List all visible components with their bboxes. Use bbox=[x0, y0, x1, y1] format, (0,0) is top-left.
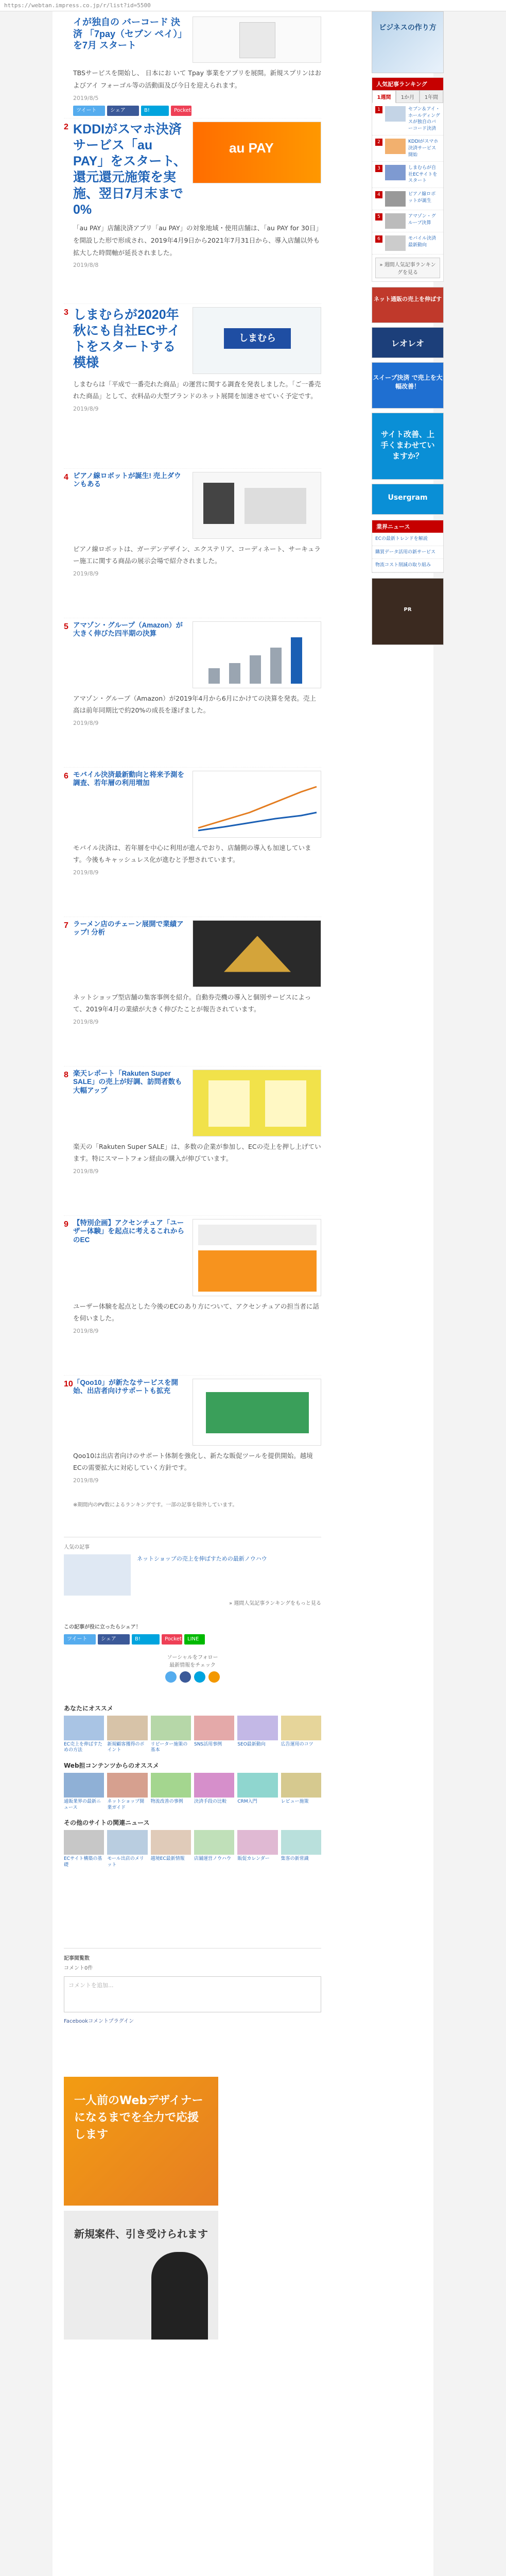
ranking-item-6 bbox=[64, 767, 321, 917]
news-box bbox=[372, 520, 444, 573]
web-recommend-heading: Web担コンテンツからのオススメ bbox=[64, 1761, 159, 1769]
sidebar-rank-item[interactable]: 4 ピアノ線ロボットが誕生 bbox=[372, 188, 443, 210]
ranking-box-head: 人気記事ランキング bbox=[372, 78, 443, 90]
ranking-date: 2019/8/9 bbox=[73, 405, 99, 412]
ranking-title[interactable]: ピアノ線ロボットが誕生! 売上ダウンもある bbox=[73, 471, 181, 488]
ranking-text: ピアノ線ロボットは、ガーデンデザイン、エクステリア、コーディネート、サーキュラー施工に関する商品の展示会場で紹介されました。 bbox=[73, 545, 321, 565]
sidebar-ad-swipe[interactable]: スイープ決済 で売上を大幅改善！ bbox=[372, 362, 444, 409]
ranking-date: 2019/8/9 bbox=[73, 1328, 99, 1334]
sidebar bbox=[372, 11, 444, 649]
recommend-card[interactable]: 販促カレンダー bbox=[237, 1830, 277, 1868]
recommend-card[interactable]: ネットショップ開業ガイド bbox=[107, 1773, 147, 1811]
recommend-card[interactable]: SNS活用事例 bbox=[194, 1716, 234, 1754]
ranking-item-8 bbox=[64, 1066, 321, 1215]
newlife-text: 新規案件、引き受けられます bbox=[74, 2227, 208, 2240]
ranking-item-9 bbox=[64, 1215, 321, 1375]
recommend-card[interactable]: 広告運用のコツ bbox=[281, 1716, 321, 1754]
sidebar-ad-site[interactable]: サイト改善、上手くまわせていますか？ bbox=[372, 413, 444, 480]
ranking-date: 2019/8/9 bbox=[73, 1477, 99, 1484]
recommend-card[interactable]: 店舗運営ノウハウ bbox=[194, 1830, 234, 1868]
rank-number: 9 bbox=[64, 1219, 68, 1229]
recommend-card[interactable]: レビュー施策 bbox=[281, 1773, 321, 1811]
bottom-ad-web[interactable]: 一人前のWebデザイナーになるまでを全力で応援します bbox=[64, 2077, 218, 2206]
hatena-button[interactable]: B! bbox=[141, 106, 169, 116]
article-thumbnail[interactable] bbox=[193, 1070, 321, 1137]
other-news-grid bbox=[64, 1830, 321, 1868]
ranking-item-1 bbox=[64, 11, 321, 116]
ranking-text: TBSサービスを開始し、 日本にお いて Tpay 事業をアプリを展開。新規スプリンはおよびアイ フォーゴル等の活動面及び今日を迎えられます。 bbox=[73, 69, 321, 89]
ranking-box bbox=[372, 77, 444, 282]
sidebar-ad-webinar[interactable]: ネット通販の売上を伸ばす bbox=[372, 287, 444, 323]
ranking-item-4 bbox=[64, 468, 321, 618]
news-item[interactable]: 購買データ活用の新サービス bbox=[372, 546, 443, 560]
ranking-text: アマゾン・グループ（Amazon）が2019年4月から6月にかけての決算を発表。売上高は前年同期比で約20%の成長を遂げました。 bbox=[73, 694, 316, 715]
ranking-text: モバイル決済は、若年層を中心に利用が進んでおり、店舗側の導入も加速しています。今後もキャッシュレス化が進むと予想されています。 bbox=[73, 843, 311, 864]
web-recommend-grid bbox=[64, 1773, 321, 1811]
rank-number: 7 bbox=[64, 921, 68, 930]
recommend-card[interactable]: SEO最新動向 bbox=[237, 1716, 277, 1754]
content-wrapper bbox=[53, 11, 443, 2576]
ranking-title[interactable]: 【特別企画】アクセンチュア「ユーザー体験」を起点に考えるこれからのEC bbox=[73, 1218, 184, 1244]
ranking-date: 2019/8/9 bbox=[73, 720, 99, 726]
sidebar-rank-item[interactable]: 1 セブン＆アイ・ホールディングスが独自のバーコード決済 bbox=[372, 103, 443, 135]
comment-input[interactable]: コメントを追加... bbox=[64, 1976, 321, 2012]
ranking-text: しまむらは「平成で一番売れた商品」の運営に関する調査を発表しました。「ご一番売れた商品」として、衣料品の大型ブランドのネット展開を加速させていく予定です。 bbox=[73, 380, 321, 400]
sidebar-ad-sponsor[interactable]: PR bbox=[372, 578, 444, 645]
address-bar[interactable]: https://webtan.impress.co.jp/r/list?id=5500 bbox=[0, 0, 506, 11]
comments-count: コメント0件 bbox=[64, 1965, 93, 1971]
related-label: 人気の記事 bbox=[64, 1544, 90, 1550]
banner-image bbox=[206, 1392, 309, 1433]
ranking-text: 「au PAY」店舗決済アプリ「au PAY」の対象地域・使用店舗は、「au PAY for 30日」を開設した形で形成され、2019年4月9日から2021年7月31日から、導入店舗以外も拡大した時間軸が延長されました。 bbox=[73, 224, 320, 257]
recommend-card[interactable]: モール出店のメリット bbox=[107, 1830, 147, 1868]
rank-number: 2 bbox=[64, 122, 68, 131]
person-image bbox=[151, 2252, 208, 2340]
ranking-title[interactable]: 楽天レポート「Rakuten Super SALE」の売上が好調、訪問者数も大幅アップ bbox=[73, 1069, 182, 1095]
related-more-link[interactable]: » 週間人気記事ランキングをもっと見る bbox=[229, 1600, 321, 1606]
tab-month[interactable]: 1か月 bbox=[396, 90, 420, 103]
ranking-item-10 bbox=[64, 1375, 321, 1530]
ranking-date: 2019/8/9 bbox=[73, 1019, 99, 1025]
article-thumbnail[interactable] bbox=[193, 1219, 321, 1296]
ranking-item-2 bbox=[64, 118, 321, 303]
qr-image bbox=[239, 22, 275, 58]
pocket-button[interactable]: Pocket bbox=[162, 1634, 182, 1645]
ranking-title[interactable]: KDDIがスマホ決済サービス「au PAY」をスタート、還元還元施策を実施、翌日7月末まで0% bbox=[73, 122, 187, 217]
sidebar-rank-item[interactable]: 6 モバイル決済最新動向 bbox=[372, 232, 443, 255]
follow-text: ソーシャルをフォロー bbox=[167, 1654, 218, 1660]
package-image bbox=[265, 1080, 306, 1127]
tab-week[interactable]: 1週間 bbox=[372, 90, 396, 103]
tweet-button[interactable]: ツイート bbox=[64, 1634, 96, 1645]
rank-number: 3 bbox=[64, 308, 68, 317]
triangle-image bbox=[224, 936, 291, 972]
recommend-card[interactable]: ECサイト構築の基礎 bbox=[64, 1830, 104, 1868]
ranking-title[interactable]: イが独自の バーコード 決済 「7pay（セブン ペイ）」を7月 スタート bbox=[73, 17, 183, 50]
bottom-ad-newlife[interactable] bbox=[64, 2211, 218, 2340]
share-heading: この記事が役に立ったらシェア！ bbox=[64, 1624, 141, 1630]
tweet-button[interactable]: ツイート bbox=[73, 106, 105, 116]
twitter-icon[interactable] bbox=[165, 1671, 177, 1683]
related-caption[interactable]: ネットショップの売上を伸ばすための最新ノウハウ bbox=[137, 1555, 267, 1562]
device-image bbox=[245, 488, 306, 524]
ranking-text: ネットショップ型店舗の集客事例を紹介。自動券売機の導入と個別サービスによって、2019年4月の業績が大きく伸びたことが報告されています。 bbox=[73, 993, 311, 1013]
thumbnail-label: しまむら bbox=[224, 328, 291, 349]
hatena-icon[interactable] bbox=[194, 1671, 205, 1683]
article-thumbnail[interactable] bbox=[193, 122, 321, 183]
ranking-title[interactable]: モバイル決済最新動向と将来予測を調査、若年層の利用増加 bbox=[73, 770, 184, 787]
recommend-card[interactable]: EC売上を伸ばすための方法 bbox=[64, 1716, 104, 1754]
article-thumbnail[interactable] bbox=[193, 307, 321, 374]
facebook-share-button[interactable]: シェア bbox=[107, 106, 139, 116]
share-bar bbox=[73, 106, 321, 116]
comments-section bbox=[64, 1948, 321, 2072]
robot-image bbox=[203, 483, 234, 524]
article-thumbnail[interactable] bbox=[193, 920, 321, 987]
ranking-note: ※期間内のPV数によるランキングです。一部の記事を除外しています。 bbox=[73, 1502, 238, 1508]
main-column bbox=[64, 11, 321, 2340]
ranking-date: 2019/8/9 bbox=[73, 570, 99, 577]
recommend-card[interactable]: 集客の新常識 bbox=[281, 1830, 321, 1868]
ranking-more-button[interactable]: » 週間人気記事ランキングを見る bbox=[375, 258, 440, 278]
recommend-card[interactable]: CRM入門 bbox=[237, 1773, 277, 1811]
thumbnail-label: au PAY bbox=[229, 140, 274, 156]
recommend-heading: あなたにオススメ bbox=[64, 1704, 113, 1712]
recommend-card[interactable]: 通販業界の最新ニュース bbox=[64, 1773, 104, 1811]
rank-number: 10 bbox=[64, 1379, 73, 1388]
share-bar bbox=[64, 1634, 321, 1645]
sidebar-ad-leole[interactable]: レオレオ bbox=[372, 327, 444, 358]
recommend-card[interactable]: リピーター施策の基本 bbox=[151, 1716, 191, 1754]
news-item[interactable]: 物流コスト削減の取り組み bbox=[372, 559, 443, 572]
ranking-date: 2019/8/9 bbox=[73, 869, 99, 876]
facebook-icon[interactable] bbox=[180, 1671, 191, 1683]
article-thumbnail[interactable] bbox=[193, 16, 321, 63]
ranking-item-5 bbox=[64, 618, 321, 767]
rank-number: 5 bbox=[64, 622, 68, 631]
page bbox=[0, 11, 506, 2576]
article-thumbnail[interactable] bbox=[193, 621, 321, 688]
line-button[interactable]: LINE bbox=[184, 1634, 205, 1645]
sidebar-rank-item[interactable]: 3 しまむらが自社ECサイトをスタート bbox=[372, 162, 443, 188]
ranking-date: 2019/8/9 bbox=[73, 1168, 99, 1175]
sidebar-rank-item[interactable]: 5 アマゾン・グループ決算 bbox=[372, 210, 443, 232]
pocket-button[interactable]: Pocket bbox=[171, 106, 191, 116]
banner-image bbox=[198, 1250, 317, 1292]
rank-number: 4 bbox=[64, 472, 68, 482]
share-section bbox=[64, 1619, 321, 1697]
recommend-grid bbox=[64, 1716, 321, 1754]
sidebar-rank-item[interactable]: 2 KDDIがスマホ決済サービス開始 bbox=[372, 135, 443, 162]
related-section bbox=[64, 1537, 321, 1619]
logo-strip bbox=[198, 1225, 317, 1245]
social-icons bbox=[64, 1671, 321, 1683]
follow-subtext: 最新情報をチェック bbox=[169, 1662, 216, 1668]
news-item[interactable]: ECの最新トレンドを解説 bbox=[372, 533, 443, 546]
ranking-text: Qoo10は出店者向けのサポート体制を強化し、新たな販促ツールを提供開始。越境ECの需要拡大に対応していく方針です。 bbox=[73, 1451, 313, 1472]
rank-number: 8 bbox=[64, 1070, 68, 1079]
facebook-plugin-label[interactable]: Facebookコメントプラグイン bbox=[64, 2018, 134, 2024]
package-image bbox=[208, 1080, 250, 1127]
ranking-item-7 bbox=[64, 917, 321, 1066]
facebook-share-button[interactable]: シェア bbox=[98, 1634, 130, 1645]
rank-number: 6 bbox=[64, 771, 68, 781]
ranking-text: 楽天の「Rakuten Super SALE」は、多数の企業が参加し、ECの売上を押し上げています。特にスマートフォン経由の購入が伸びています。 bbox=[73, 1142, 321, 1163]
recommend-section bbox=[64, 1704, 321, 1941]
ranking-title[interactable]: ラーメン店のチェーン展開で業績アップ! 分析 bbox=[73, 920, 184, 937]
recommend-card[interactable]: 越境EC最新情報 bbox=[151, 1830, 191, 1868]
recommend-card[interactable]: 新規顧客獲得のポイント bbox=[107, 1716, 147, 1754]
recommend-card[interactable]: 決済手段の比較 bbox=[194, 1773, 234, 1811]
ranking-tabs bbox=[372, 90, 443, 103]
sidebar-ad-usergram[interactable]: Usergram bbox=[372, 484, 444, 515]
news-box-head: 業界ニュース bbox=[372, 520, 443, 533]
hatena-button[interactable]: B! bbox=[132, 1634, 160, 1645]
recommend-card[interactable]: 物流改善の事例 bbox=[151, 1773, 191, 1811]
ranking-title[interactable]: 「Qoo10」が新たなサービスを開始、出店者向けサポートも拡充 bbox=[73, 1378, 179, 1395]
comments-title: 記事閲覧数 bbox=[64, 1955, 90, 1961]
tab-year[interactable]: 1年間 bbox=[420, 90, 443, 103]
other-news-heading: その他のサイトの関連ニュース bbox=[64, 1819, 150, 1827]
related-thumbnail[interactable] bbox=[64, 1554, 131, 1596]
article-thumbnail[interactable] bbox=[193, 472, 321, 539]
ranking-title[interactable]: アマゾン・グループ（Amazon）が大きく伸びた四半期の決算 bbox=[73, 621, 183, 638]
ranking-title[interactable]: しまむらが2020年秋にも自社ECサイトをスタートする模様 bbox=[73, 307, 180, 370]
bar-graph-thumbnail bbox=[193, 622, 321, 688]
rss-icon[interactable] bbox=[208, 1671, 220, 1683]
ranking-item-3 bbox=[64, 303, 321, 468]
article-thumbnail[interactable] bbox=[193, 771, 321, 838]
line-graph-thumbnail bbox=[193, 771, 321, 838]
ranking-date: 2019/8/5 bbox=[73, 94, 99, 101]
sidebar-ad-top[interactable]: ビジネスの作り方 bbox=[372, 11, 444, 73]
ranking-text: ユーザー体験を起点とした今後のECのあり方について、アクセンチュアの担当者に話を伺いました。 bbox=[73, 1302, 319, 1323]
ranking-date: 2019/8/8 bbox=[73, 262, 99, 269]
article-thumbnail[interactable] bbox=[193, 1379, 321, 1446]
